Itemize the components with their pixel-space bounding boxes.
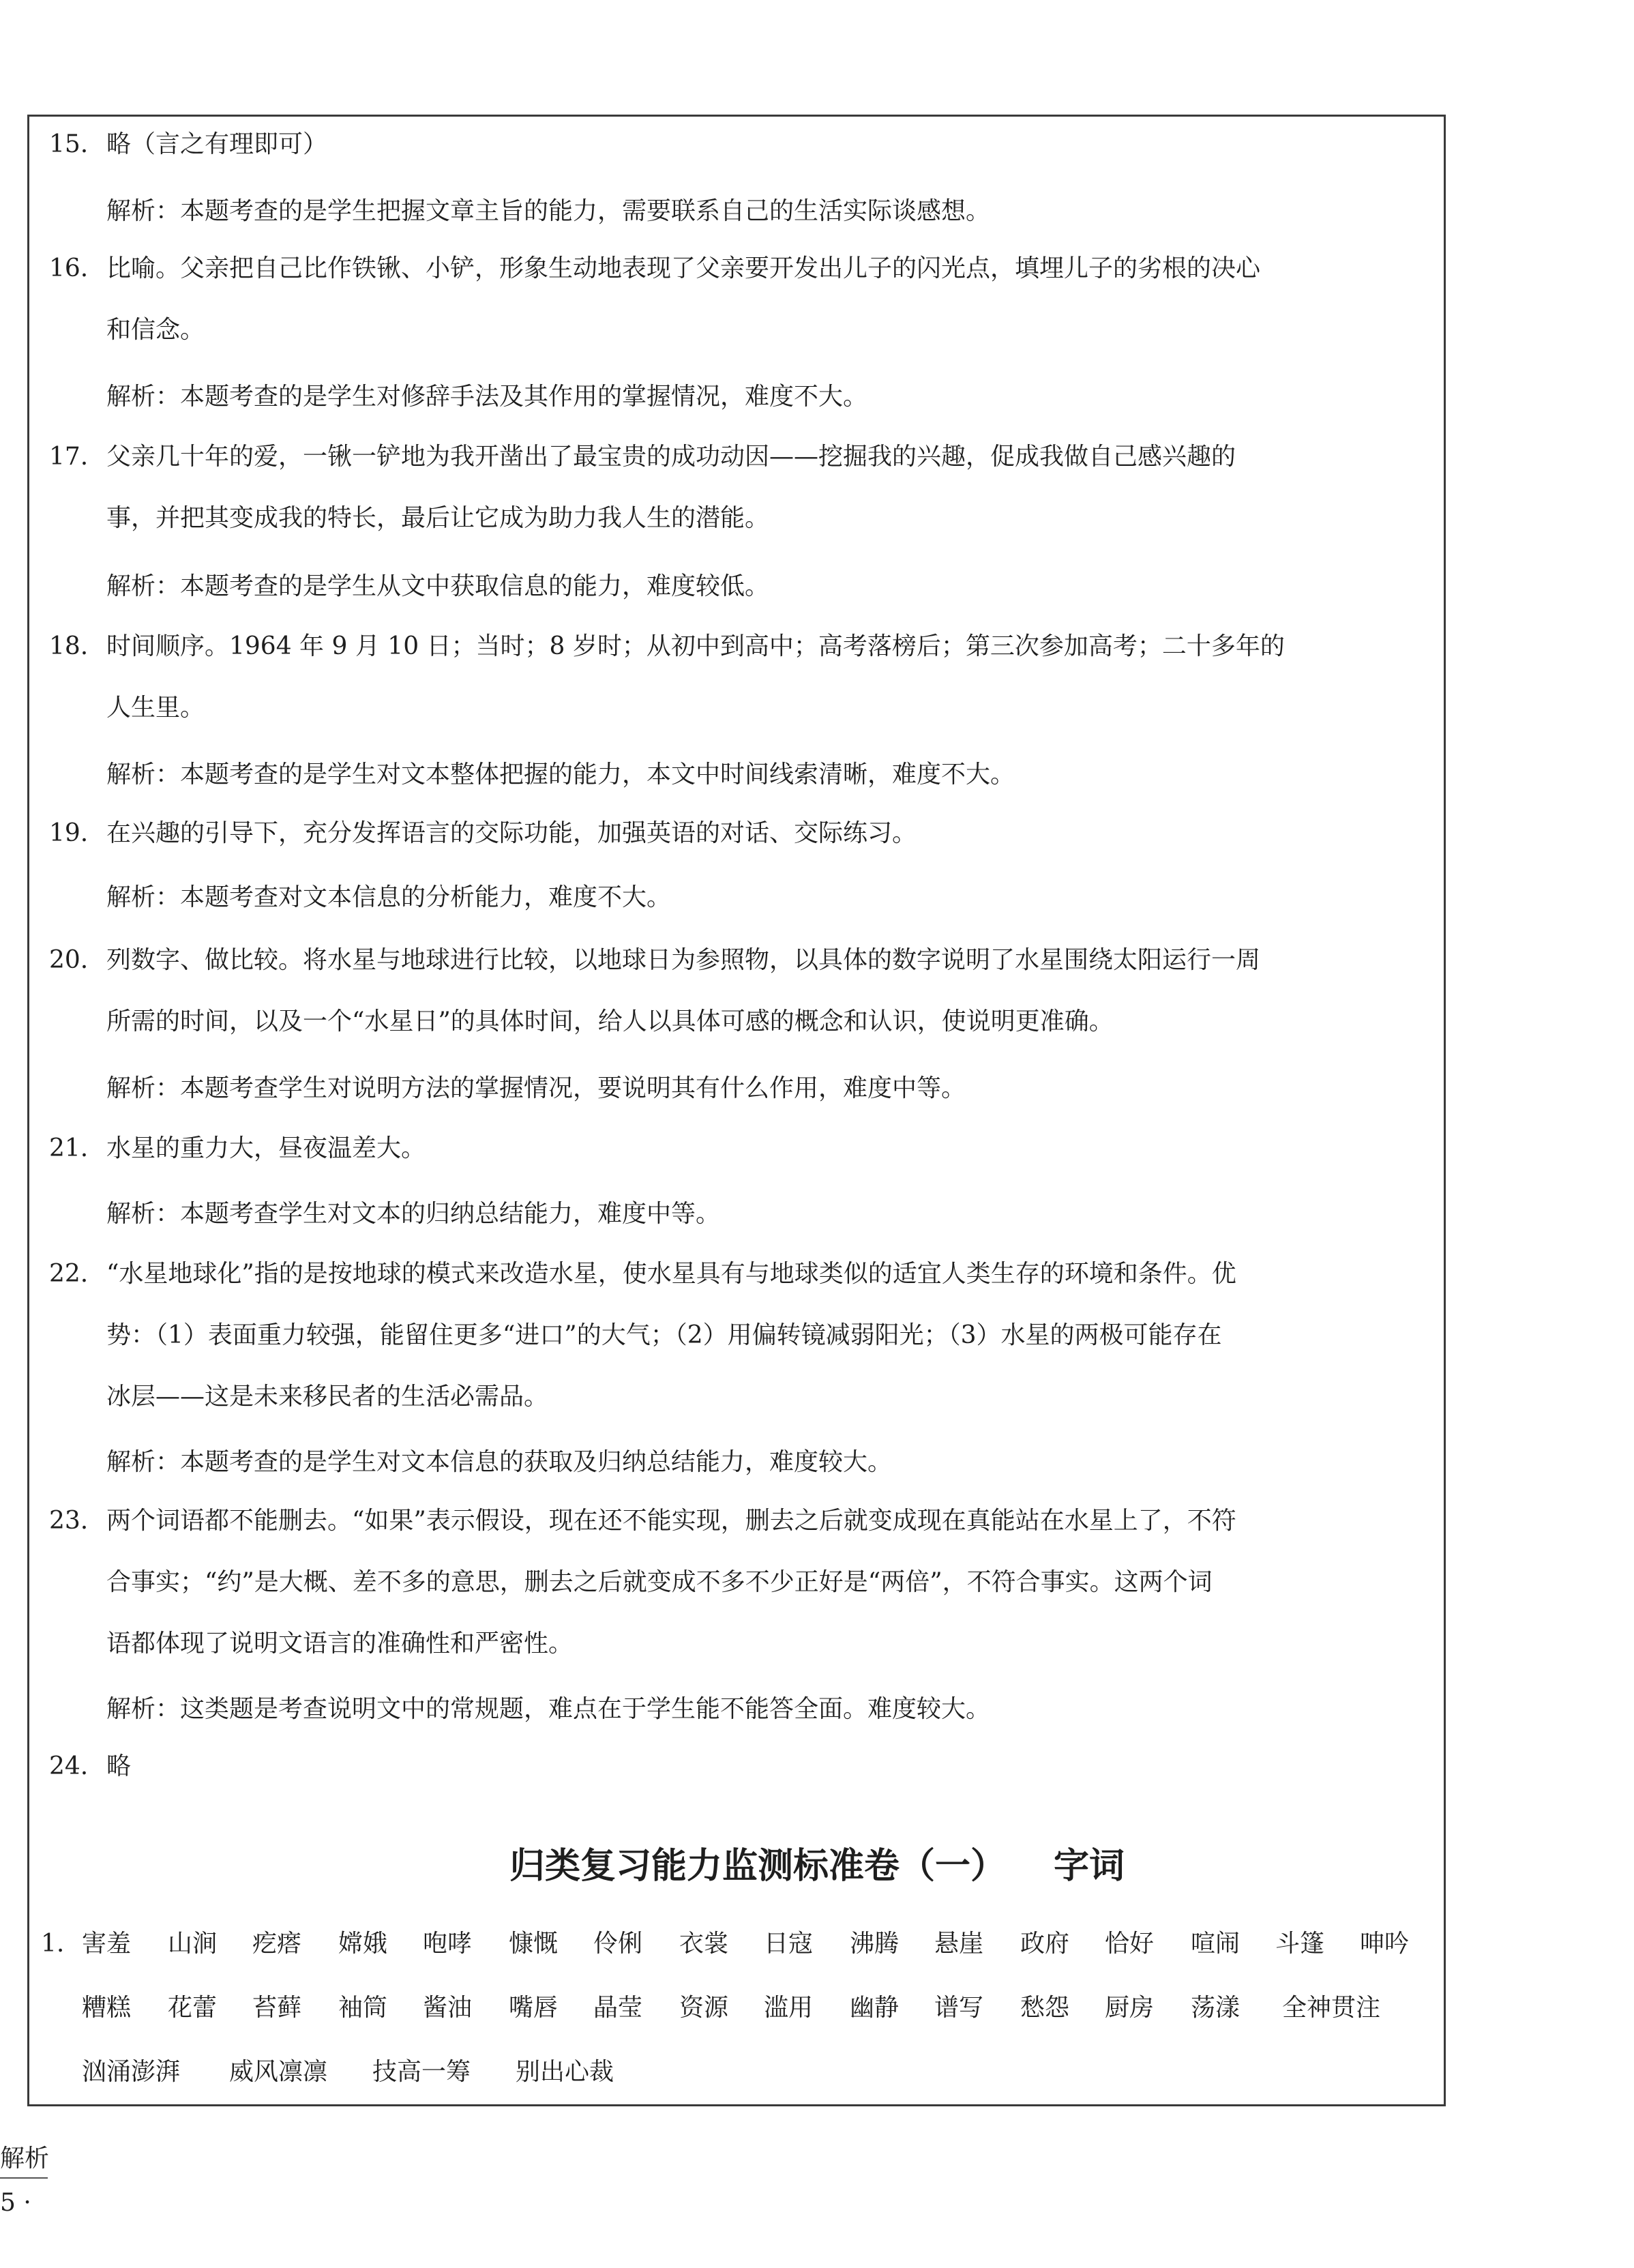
- answer-item: [49, 1753, 131, 1780]
- vocab-word: 资源: [679, 1994, 729, 2022]
- page-number: 5 ·: [0, 2189, 31, 2217]
- vocab-word: 威风凛凛: [229, 2058, 328, 2086]
- section-subtitle: 字词: [1054, 1846, 1125, 1887]
- vocab-word: 谱写: [934, 1994, 984, 2022]
- section-heading: [0, 1846, 1634, 1887]
- answer-number: 17.: [49, 443, 89, 471]
- vocab-word: 嘴唇: [509, 1994, 559, 2022]
- answer-text: 语都体现了说明文语言的准确性和严密性。: [106, 1630, 574, 1658]
- content-frame: [27, 115, 1446, 2106]
- vocab-word: 别出心裁: [516, 2058, 614, 2086]
- answer-analysis: 解析：本题考查的是学生对文本信息的获取及归纳总结能力，难度较大。: [106, 1448, 893, 1476]
- answer-number: 18.: [49, 632, 89, 660]
- answer-item: [49, 1135, 426, 1162]
- vocab-word: 酱油: [423, 1994, 473, 2022]
- answer-number: 15.: [49, 130, 89, 158]
- answer-number: 20.: [49, 946, 89, 974]
- vocab-word: 慷慨: [509, 1930, 559, 1958]
- section-title: 归类复习能力监测标准卷（一）: [509, 1846, 1006, 1887]
- answer-text: “水星地球化”指的是按地球的模式来改造水星，使水星具有与地球类似的适宜人类生存的环境和条件。优: [106, 1260, 1236, 1288]
- vocab-word: 愁怨: [1020, 1994, 1070, 2022]
- vocab-word: 衣裳: [679, 1930, 729, 1958]
- answer-number: 16.: [49, 254, 89, 282]
- vocab-word: 糟糕: [82, 1994, 132, 2022]
- answer-analysis: 解析：本题考查对文本信息的分析能力，难度不大。: [106, 883, 672, 911]
- answer-text: 和信念。: [106, 316, 205, 344]
- vocab-word: 政府: [1020, 1930, 1070, 1958]
- vocab-word: 幽静: [850, 1994, 900, 2022]
- answer-item: [49, 820, 917, 847]
- answer-item: [49, 633, 1285, 660]
- vocab-word: 咆哮: [423, 1930, 473, 1958]
- footer-label: 解析: [0, 2145, 50, 2173]
- vocab-word: 花蕾: [168, 1994, 218, 2022]
- answer-text: 比喻。父亲把自己比作铁锹、小铲，形象生动地表现了父亲要开发出儿子的闪光点，填埋儿子的劣根的决心: [106, 254, 1261, 282]
- answer-text: 略（言之有理即可）: [106, 130, 328, 158]
- vocab-word: 嫦娥: [338, 1930, 388, 1958]
- answer-text: 列数字、做比较。将水星与地球进行比较，以地球日为参照物，以具体的数字说明了水星围绕太阳运行一周: [106, 946, 1261, 974]
- footer-divider: [0, 2177, 48, 2179]
- vocab-word: 苔藓: [252, 1994, 302, 2022]
- answer-item: [49, 255, 1260, 282]
- answer-item: [49, 131, 327, 158]
- answer-analysis: 解析：本题考查的是学生对文本整体把握的能力，本文中时间线索清晰，难度不大。: [106, 761, 1015, 789]
- vocab-word: 恰好: [1105, 1930, 1155, 1958]
- answer-number: 22.: [49, 1260, 89, 1288]
- answer-item: [49, 1261, 1236, 1288]
- vocab-word: 全神贯注: [1282, 1994, 1381, 2022]
- answer-number: 21.: [49, 1134, 89, 1162]
- vocab-word: 滥用: [764, 1994, 814, 2022]
- answer-analysis: 解析：本题考查学生对文本的归纳总结能力，难度中等。: [106, 1200, 721, 1228]
- answer-text: 在兴趣的引导下，充分发挥语言的交际功能，加强英语的对话、交际练习。: [106, 819, 917, 847]
- answer-number: 19.: [49, 819, 89, 847]
- vocab-word: 喧闹: [1191, 1930, 1241, 1958]
- vocab-word: 斗篷: [1275, 1930, 1325, 1958]
- answer-analysis: 解析：本题考查的是学生从文中获取信息的能力，难度较低。: [106, 572, 770, 600]
- vocab-word: 沸腾: [850, 1930, 900, 1958]
- vocab-word: 害羞: [82, 1930, 132, 1958]
- answer-analysis: 解析：本题考查学生对说明方法的掌握情况，要说明其有什么作用，难度中等。: [106, 1074, 966, 1102]
- answer-item: [49, 443, 1236, 471]
- vocab-word: 伶俐: [593, 1930, 643, 1958]
- answer-text: 所需的时间，以及一个“水星日”的具体时间，给人以具体可感的概念和认识，使说明更准确。: [106, 1007, 1114, 1035]
- vocab-word: 荡漾: [1191, 1994, 1241, 2022]
- answer-text: 略: [106, 1752, 132, 1780]
- vocab-word: 悬崖: [934, 1930, 984, 1958]
- answer-item: [49, 947, 1260, 974]
- vocab-word: 晶莹: [593, 1994, 643, 2022]
- answer-text: 水星的重力大，昼夜温差大。: [106, 1134, 426, 1162]
- vocab-word: 疙瘩: [252, 1930, 302, 1958]
- answer-text: 时间顺序。1964 年 9 月 10 日；当时；8 岁时；从初中到高中；高考落榜后；第三次参加高考；二十多年的: [106, 632, 1285, 660]
- answer-analysis: 解析：本题考查的是学生对修辞手法及其作用的掌握情况，难度不大。: [106, 383, 868, 411]
- answer-analysis: 解析：这类题是考查说明文中的常规题，难点在于学生能不能答全面。难度较大。: [106, 1695, 991, 1723]
- vocab-word: 技高一筹: [372, 2058, 471, 2086]
- vocab-word: 厨房: [1105, 1994, 1155, 2022]
- vocab-word: 日寇: [764, 1930, 814, 1958]
- vocab-word: 呻吟: [1360, 1930, 1410, 1958]
- answer-text: 人生里。: [106, 694, 205, 722]
- answer-text: 冰层——这是未来移民者的生活必需品。: [106, 1383, 549, 1411]
- answer-number: 24.: [49, 1752, 89, 1780]
- answer-analysis: 解析：本题考查的是学生把握文章主旨的能力，需要联系自己的生活实际谈感想。: [106, 197, 991, 225]
- vocab-word: 汹涌澎湃: [82, 2058, 181, 2086]
- answer-text: 势：（1）表面重力较强，能留住更多“进口”的大气；（2）用偏转镜减弱阳光；（3）水星的两极可能存在: [106, 1321, 1222, 1349]
- vocab-word: 山涧: [168, 1930, 218, 1958]
- answer-text: 父亲几十年的爱，一锹一铲地为我开凿出了最宝贵的成功动因——挖掘我的兴趣，促成我做自己感兴趣的: [106, 443, 1236, 471]
- answer-number: 23.: [49, 1507, 89, 1535]
- vocab-word: 袖筒: [338, 1994, 388, 2022]
- answer-text: 事，并把其变成我的特长，最后让它成为助力我人生的潜能。: [106, 504, 770, 532]
- answer-item: [49, 1507, 1236, 1535]
- answer-text: 合事实；“约”是大概、差不多的意思，删去之后就变成不多不少正好是“两倍”，不符合事实。这两个词: [106, 1568, 1213, 1596]
- answer-text: 两个词语都不能删去。“如果”表示假设，现在还不能实现，删去之后就变成现在真能站在水星上了，不符: [106, 1507, 1236, 1535]
- vocab-number: 1.: [41, 1930, 65, 1958]
